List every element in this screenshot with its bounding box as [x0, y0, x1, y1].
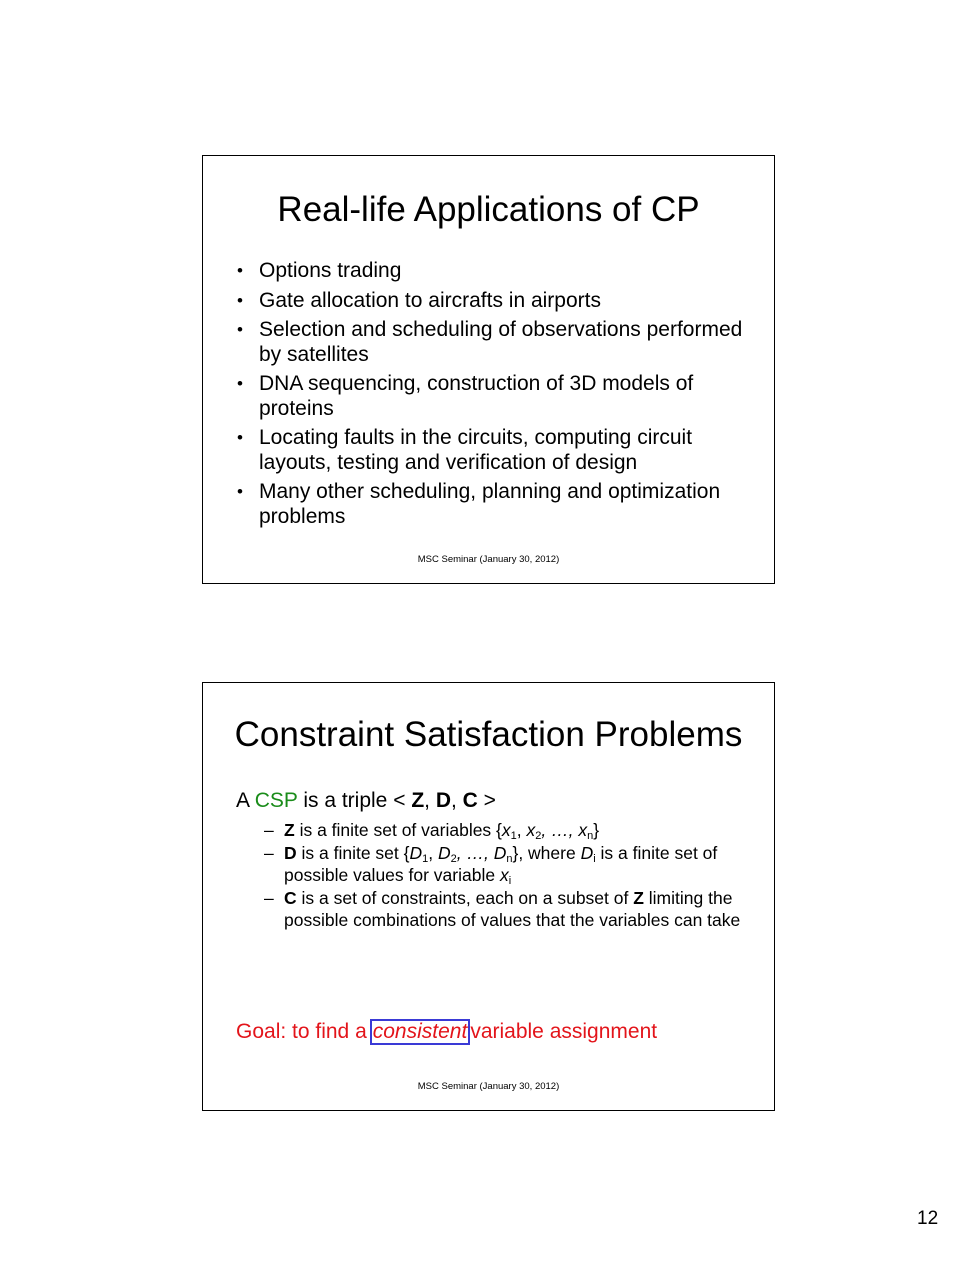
bold-term: C: [284, 888, 297, 908]
highlight-box: consistent: [370, 1019, 471, 1045]
item-text: is a finite set of possible values for variable: [284, 843, 718, 885]
list-item: • Many other scheduling, planning and optimization problems: [237, 480, 757, 529]
bold-term: D: [284, 843, 297, 863]
comma: ,: [424, 789, 436, 812]
dash-bullet: –: [264, 843, 274, 863]
slide-footer: MSC Seminar (January 30, 2012): [417, 1081, 560, 1092]
csp-definition: [236, 788, 496, 814]
separator: ,: [516, 820, 527, 840]
var: x: [526, 820, 536, 840]
slide-real-life-applications: [202, 155, 775, 584]
definition-list: [264, 819, 749, 932]
item-text: is a finite set {: [296, 843, 410, 863]
ellipsis: , …,: [456, 843, 494, 863]
comma: ,: [450, 789, 463, 812]
subscript: 2: [450, 853, 457, 865]
slide-constraint-satisfaction-problems: [202, 682, 775, 1111]
bullet-list: [237, 259, 757, 534]
list-item: • Locating faults in the circuits, computing circuit layouts, testing and verification of design: [237, 426, 757, 475]
bold-term: Z: [284, 820, 295, 840]
goal-statement: [236, 1018, 657, 1046]
d-symbol: D: [435, 789, 451, 812]
c-symbol: C: [462, 789, 478, 812]
intro-suffix: >: [477, 789, 496, 812]
subscript: 1: [510, 830, 517, 842]
var: x: [578, 820, 588, 840]
goal-prefix: Goal: to find a: [236, 1020, 367, 1043]
item-text: is a set of constraints, each on a subset of: [296, 888, 634, 908]
var: D: [437, 843, 451, 863]
var: x: [501, 820, 511, 840]
intro-middle: is a triple <: [297, 789, 412, 812]
goal-suffix: variable assignment: [470, 1020, 658, 1043]
item-text: limiting the possible combinations of values that the variables can take: [284, 888, 741, 930]
list-item: • Options trading: [237, 259, 757, 284]
list-item-z: [264, 819, 749, 841]
dash-bullet: –: [264, 820, 274, 840]
slide-footer: MSC Seminar (January 30, 2012): [417, 554, 560, 565]
csp-term: CSP: [254, 789, 298, 812]
separator: ,: [428, 843, 438, 863]
subscript: 2: [535, 830, 542, 842]
slide-title: Real-life Applications of CP: [277, 190, 700, 229]
subscript: i: [593, 853, 596, 865]
var: x: [499, 865, 509, 885]
subscript: 1: [422, 853, 429, 865]
list-item: • DNA sequencing, construction of 3D models of proteins: [237, 372, 757, 421]
var: D: [493, 843, 507, 863]
item-text: is a finite set of variables {: [294, 820, 502, 840]
page-number: 12: [917, 1208, 939, 1229]
dash-bullet: –: [264, 888, 274, 908]
var: D: [409, 843, 423, 863]
subscript: i: [508, 875, 512, 887]
intro-prefix: A: [236, 789, 255, 812]
ellipsis: , …,: [541, 820, 579, 840]
subscript: n: [506, 853, 513, 865]
list-item: • Gate allocation to aircrafts in airports: [237, 289, 757, 314]
z-symbol: Z: [411, 789, 425, 812]
item-text: }: [593, 820, 600, 840]
slide-title: Constraint Satisfaction Problems: [234, 715, 743, 754]
list-item-d: [264, 842, 749, 886]
bold-term: Z: [633, 888, 644, 908]
list-item: • Selection and scheduling of observations performed by satellites: [237, 318, 757, 367]
list-item-c: [264, 887, 749, 931]
subscript: n: [587, 830, 594, 842]
var: D: [580, 843, 594, 863]
item-text: }, where: [512, 843, 581, 863]
